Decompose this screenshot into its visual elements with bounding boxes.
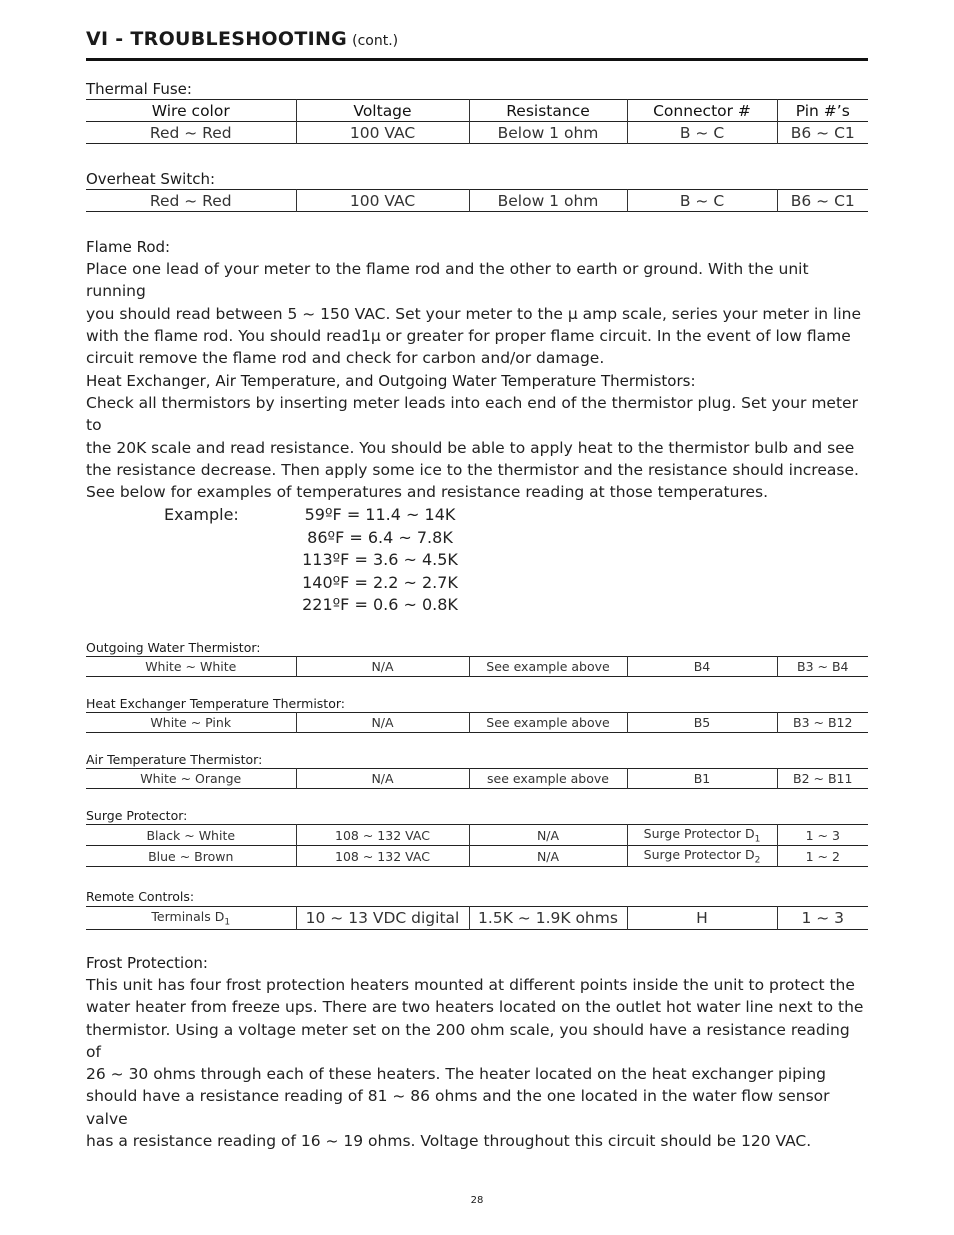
example-value: 221ºF = 0.6 ~ 0.8K <box>302 595 458 614</box>
table-cell: N/A <box>296 769 469 789</box>
text-line: Check all thermistors by inserting meter leads into each end of the thermistor plug. Set your meter to <box>86 394 858 435</box>
table-cell: Below 1 ohm <box>469 122 627 144</box>
surge-section <box>86 808 868 867</box>
table-cell: B3 ~ B12 <box>777 713 868 733</box>
surge-protector-text: Surge Protector D <box>643 846 755 862</box>
text-line: circuit remove the flame rod and check for carbon and/or damage. <box>86 349 605 368</box>
example-value: 113ºF = 3.6 ~ 4.5K <box>302 550 458 569</box>
table-cell: 1 ~ 3 <box>777 825 868 846</box>
text-line: thermistor. Using a voltage meter set on the 200 ohm scale, you should have a resistance reading of <box>86 1020 850 1061</box>
text-line: with the flame rod. You should read1µ or greater for proper flame circuit. In the event of low flame <box>86 326 851 345</box>
frost-section <box>86 952 868 1152</box>
thermistors-section <box>86 370 868 503</box>
table-row <box>86 122 868 144</box>
table-cell: B6 ~ C1 <box>777 122 868 144</box>
flame-rod-label: Flame Rod: <box>86 238 171 256</box>
table-row <box>86 190 868 212</box>
text-line: should have a resistance reading of 81 ~ 86 ohms and the one located in the water flow sensor valve <box>86 1087 830 1128</box>
outgoing-water-table <box>86 656 868 677</box>
text-line: Place one lead of your meter to the flame rod and the other to earth or ground. With the unit running <box>86 260 809 301</box>
air-temp-section <box>86 752 868 789</box>
table-cell: White ~ White <box>145 659 237 674</box>
table-cell: B ~ C <box>627 190 777 212</box>
table-cell: White ~ Pink <box>150 715 232 730</box>
text-line: the resistance decrease. Then apply some ice to the thermistor and the resistance should increase. <box>86 460 859 479</box>
flame-rod-text <box>86 258 868 369</box>
flame-rod-section <box>86 236 868 369</box>
surge-label: Surge Protector: <box>86 808 188 823</box>
page-number: 28 <box>470 1195 484 1206</box>
table-cell: N/A <box>469 825 627 846</box>
column-header: Voltage <box>296 100 469 122</box>
surge-table <box>86 824 868 867</box>
overheat-switch-section <box>86 169 868 212</box>
remote-table <box>86 906 868 930</box>
table-cell: B ~ C <box>627 122 777 144</box>
table-cell: See example above <box>469 657 627 677</box>
subscript: 2 <box>754 855 761 866</box>
table-cell: H <box>627 907 777 930</box>
overheat-switch-label: Overheat Switch: <box>86 170 216 188</box>
text-line: you should read between 5 ~ 150 VAC. Set your meter to the µ amp scale, series your meter in line <box>86 304 861 323</box>
text-line: the 20K scale and read resistance. You should be able to apply heat to the thermistor bulb and see <box>86 438 855 457</box>
table-cell <box>627 846 777 867</box>
table-cell: See example above <box>469 713 627 733</box>
table-cell <box>627 825 777 846</box>
table-cell: N/A <box>296 713 469 733</box>
table-cell: 1 ~ 3 <box>777 907 868 930</box>
text-line: has a resistance reading of 16 ~ 19 ohms. Voltage throughout this circuit should be 120 VAC. <box>86 1132 812 1151</box>
table-cell: see example above <box>469 769 627 789</box>
table-cell: 100 VAC <box>296 122 469 144</box>
table-row <box>86 825 868 846</box>
subscript: 1 <box>754 834 761 845</box>
table-cell: Below 1 ohm <box>469 190 627 212</box>
heat-exchanger-label: Heat Exchanger Temperature Thermistor: <box>86 696 345 711</box>
table-row <box>86 907 868 930</box>
column-header: Resistance <box>469 100 627 122</box>
table-row <box>86 713 868 733</box>
thermal-fuse-table <box>86 99 868 144</box>
page-header <box>86 28 868 61</box>
section-title-cont: (cont.) <box>352 33 399 49</box>
subscript: 1 <box>224 917 231 928</box>
table-cell: 100 VAC <box>296 190 469 212</box>
table-cell: Red ~ Red <box>86 122 296 144</box>
thermal-fuse-section <box>86 79 868 144</box>
column-header: Pin #’s <box>777 100 868 122</box>
thermistors-label: Heat Exchanger, Air Temperature, and Outgoing Water Temperature Thermistors: <box>86 372 696 390</box>
table-cell: Blue ~ Brown <box>86 846 296 867</box>
text-line: 26 ~ 30 ohms through each of these heaters. The heater located on the heat exchanger piping <box>86 1065 827 1084</box>
example-values <box>290 504 470 617</box>
table-row <box>86 846 868 867</box>
table-header-row <box>86 100 868 122</box>
example-label: Example: <box>164 505 239 524</box>
overheat-switch-table <box>86 189 868 212</box>
table-cell: Red ~ Red <box>149 191 232 210</box>
section-title: VI - TROUBLESHOOTING <box>86 28 348 50</box>
frost-label: Frost Protection: <box>86 954 208 972</box>
table-cell <box>86 907 296 930</box>
terminals-text: Terminals D <box>151 908 225 924</box>
text-line: This unit has four frost protection heaters mounted at different points inside the unit to protect the <box>86 976 855 994</box>
table-cell: 108 ~ 132 VAC <box>296 825 469 846</box>
table-cell: White ~ Orange <box>140 771 242 786</box>
thermal-fuse-label: Thermal Fuse: <box>86 80 192 98</box>
column-header: Connector # <box>627 100 777 122</box>
example-value: 86ºF = 6.4 ~ 7.8K <box>307 527 453 547</box>
remote-section <box>86 887 868 930</box>
surge-protector-text: Surge Protector D <box>643 825 755 841</box>
table-cell: B1 <box>627 769 777 789</box>
remote-label: Remote Controls: <box>86 889 195 904</box>
table-cell: 10 ~ 13 VDC digital <box>296 907 469 930</box>
table-cell: 108 ~ 132 VAC <box>296 846 469 867</box>
table-cell: B3 ~ B4 <box>777 657 868 677</box>
text-line: water heater from freeze ups. There are two heaters located on the outlet hot water line next to the <box>86 998 864 1017</box>
table-row <box>86 769 868 789</box>
table-cell: B6 ~ C1 <box>777 190 868 212</box>
outgoing-water-label: Outgoing Water Thermistor: <box>86 640 261 655</box>
heat-exchanger-table <box>86 712 868 733</box>
example-value: 140ºF = 2.2 ~ 2.7K <box>302 572 458 592</box>
table-row <box>86 657 868 677</box>
table-cell: 1 ~ 2 <box>777 846 868 867</box>
thermistors-text <box>86 392 868 503</box>
air-temp-label: Air Temperature Thermistor: <box>86 752 263 767</box>
column-header: Wire color <box>151 101 230 120</box>
table-cell: B4 <box>627 657 777 677</box>
table-cell: 1.5K ~ 1.9K ohms <box>469 907 627 930</box>
example-value: 59ºF = 11.4 ~ 14K <box>304 505 456 524</box>
frost-text <box>86 974 868 1152</box>
table-cell: N/A <box>296 657 469 677</box>
table-cell: B2 ~ B11 <box>777 769 868 789</box>
table-cell: Black ~ White <box>146 827 236 843</box>
heat-exchanger-section <box>86 696 868 733</box>
air-temp-table <box>86 768 868 789</box>
table-cell: B5 <box>627 713 777 733</box>
text-line: See below for examples of temperatures and resistance reading at those temperatures. <box>86 483 769 502</box>
table-cell: N/A <box>469 846 627 867</box>
outgoing-water-section <box>86 640 868 677</box>
